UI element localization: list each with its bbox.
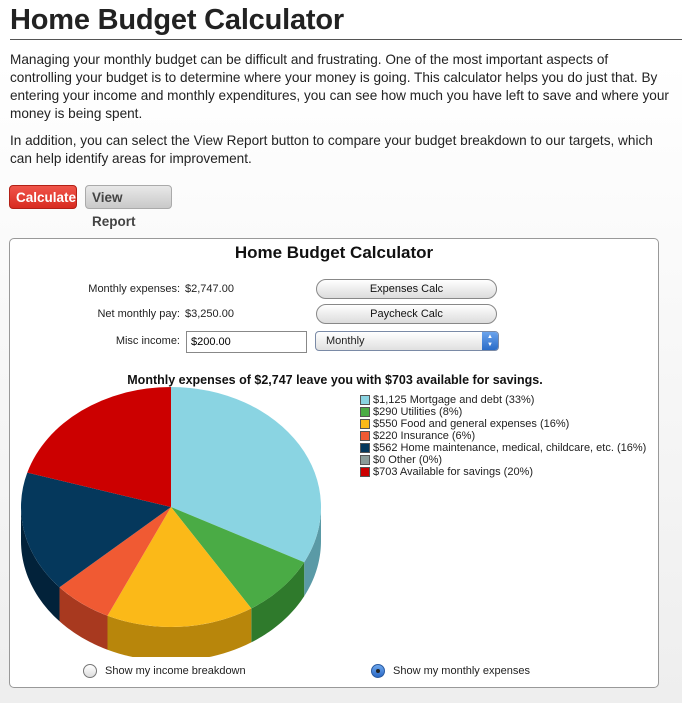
legend-item	[360, 466, 646, 478]
legend-swatch	[360, 455, 370, 465]
legend-swatch	[360, 431, 370, 441]
legend-item	[360, 406, 646, 418]
monthly-expenses-value: $2,747.00	[185, 283, 234, 295]
legend-label: $290 Utilities (8%)	[373, 406, 463, 418]
frequency-select[interactable]	[315, 331, 499, 351]
paycheck-calc-button[interactable]: Paycheck Calc	[316, 304, 497, 324]
legend-item	[360, 418, 646, 430]
view-report-button[interactable]: View Report	[85, 185, 172, 209]
calculator-panel	[9, 238, 659, 688]
net-monthly-pay-value: $3,250.00	[185, 308, 234, 320]
legend-label: $220 Insurance (6%)	[373, 430, 476, 442]
legend-label: $550 Food and general expenses (16%)	[373, 418, 570, 430]
legend-item	[360, 394, 646, 406]
expenses-calc-button[interactable]: Expenses Calc	[316, 279, 497, 299]
legend-swatch	[360, 407, 370, 417]
pie-top	[21, 387, 321, 627]
monthly-expenses-radio-label: Show my monthly expenses	[393, 665, 530, 677]
legend-label: $0 Other (0%)	[373, 454, 443, 466]
select-arrows-icon: ▲ ▼	[482, 332, 498, 350]
income-breakdown-option[interactable]	[83, 664, 246, 678]
income-breakdown-label: Show my income breakdown	[105, 665, 246, 677]
legend-item	[360, 454, 646, 466]
misc-income-label: Misc income:	[115, 335, 180, 347]
legend-swatch	[360, 467, 370, 477]
title-divider	[10, 39, 682, 40]
legend-item	[360, 430, 646, 442]
legend-label: $562 Home maintenance, medical, childcare, etc. (16%)	[373, 442, 647, 454]
monthly-expenses-label: Monthly expenses:	[88, 283, 180, 295]
legend-label: $703 Available for savings (20%)	[373, 466, 534, 478]
legend-swatch	[360, 395, 370, 405]
monthly-expenses-option[interactable]	[371, 664, 530, 678]
savings-summary: Monthly expenses of $2,747 leave you with $703 available for savings.	[127, 373, 543, 387]
monthly-expenses-radio[interactable]	[371, 664, 385, 678]
frequency-selected-value: Monthly	[326, 335, 365, 347]
calculate-button[interactable]: Calculate	[9, 185, 77, 209]
expenses-pie-chart	[19, 387, 339, 657]
misc-income-input[interactable]	[186, 331, 307, 353]
income-breakdown-radio[interactable]	[83, 664, 97, 678]
legend-swatch	[360, 419, 370, 429]
pie-legend	[360, 394, 646, 478]
intro-paragraph-2: In addition, you can select the View Report button to compare your budget breakdown to our targets, which can help identify areas for improvement.	[10, 133, 653, 166]
page-title: Home Budget Calculator	[10, 4, 344, 36]
legend-item	[360, 442, 646, 454]
intro-paragraph: Managing your monthly budget can be difficult and frustrating. One of the most important aspects of controlling your budget is to determine where your money is going. This calculator helps you do just that. By entering your income and monthly expenditures, you can see how much you have left to save and where your money is being spent.	[10, 52, 669, 121]
legend-swatch	[360, 443, 370, 453]
legend-label: $1,125 Mortgage and debt (33%)	[373, 394, 535, 406]
calculator-title: Home Budget Calculator	[234, 243, 434, 262]
net-monthly-pay-label: Net monthly pay:	[97, 308, 180, 320]
